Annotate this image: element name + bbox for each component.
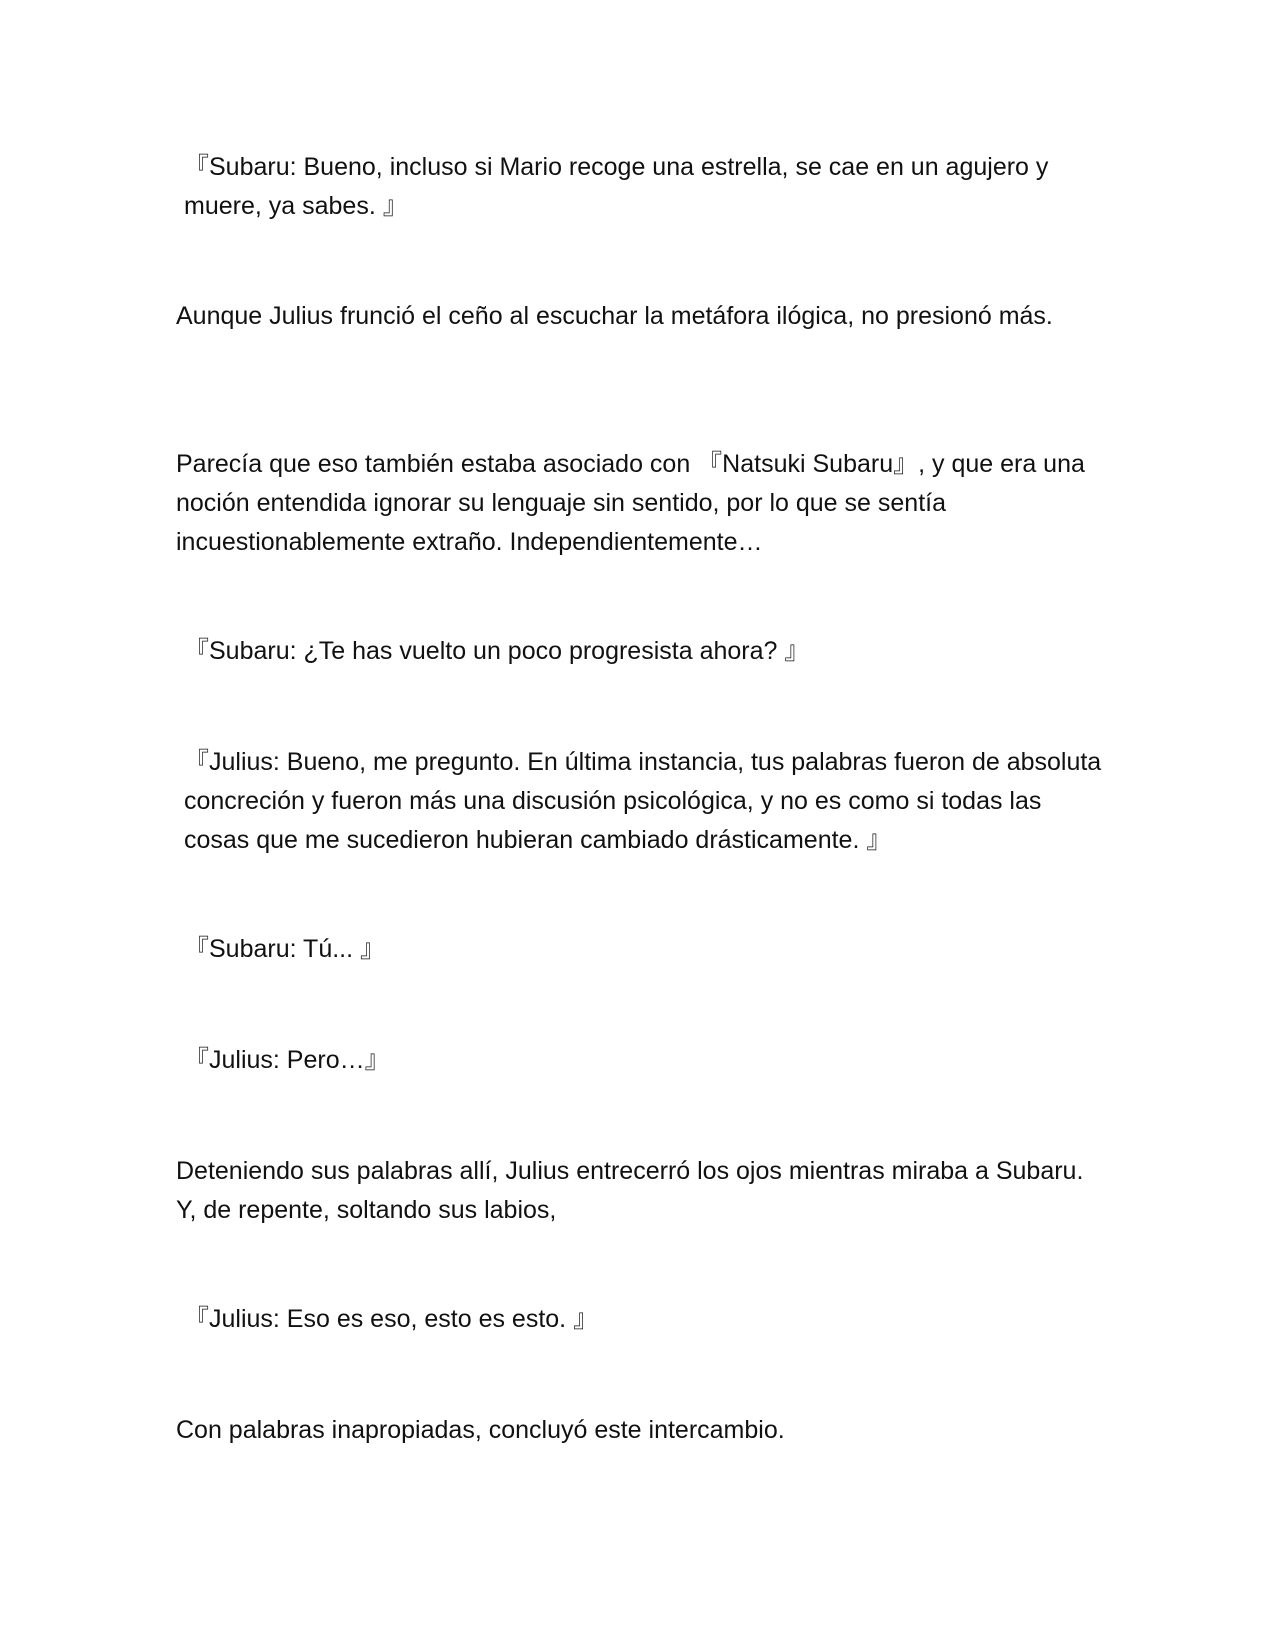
- dialogue-paragraph: 『Subaru: Tú... 』: [184, 935, 386, 963]
- dialogue-paragraph: 『Julius: Bueno, me pregunto. En última instancia, tus palabras fueron de absoluta concreción y fueron más una discusión psicológica, y no es como si todas las cosas que me sucedieron hubieran cambiado drásticamente. 』: [184, 748, 1102, 854]
- narration-paragraph: Deteniendo sus palabras allí, Julius entrecerró los ojos mientras miraba a Subaru. Y, de repente, soltando sus labios,: [176, 1157, 1084, 1224]
- narration-paragraph: Con palabras inapropiadas, concluyó este intercambio.: [176, 1416, 785, 1444]
- dialogue-paragraph: 『Subaru: Bueno, incluso si Mario recoge una estrella, se cae en un agujero y muere, ya sabes. 』: [184, 153, 1049, 220]
- narration-paragraph: Parecía que eso también estaba asociado con 『Natsuki Subaru』, y que era una noción entendida ignorar su lenguaje sin sentido, por lo que se sentía incuestionablemente extraño. Independientemente…: [176, 450, 1085, 556]
- dialogue-paragraph: 『Subaru: ¿Te has vuelto un poco progresista ahora? 』: [184, 637, 810, 665]
- dialogue-paragraph: 『Julius: Eso es eso, esto es esto. 』: [184, 1305, 599, 1333]
- dialogue-paragraph: 『Julius: Pero…』: [184, 1046, 390, 1074]
- narration-paragraph: Aunque Julius frunció el ceño al escuchar la metáfora ilógica, no presionó más.: [176, 302, 1053, 330]
